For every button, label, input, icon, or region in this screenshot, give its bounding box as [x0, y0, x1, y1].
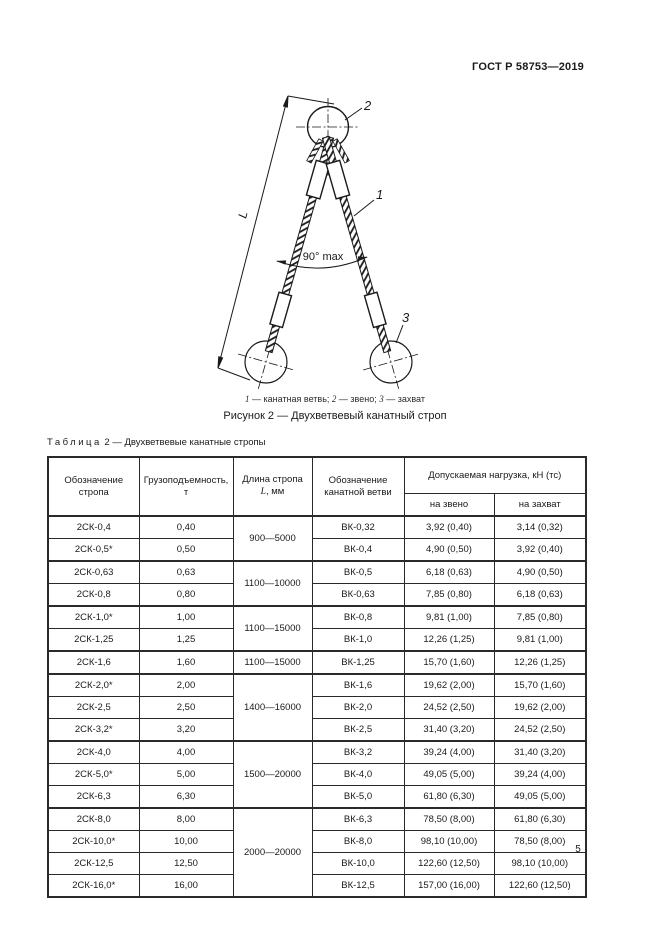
cell-capacity: 0,63: [139, 561, 233, 584]
cell-load-on-grab: 3,14 (0,32): [494, 516, 586, 539]
cell-load-on-grab: 15,70 (1,60): [494, 674, 586, 697]
table-row: [48, 875, 586, 898]
cell-load-on-link: 7,85 (0,80): [404, 584, 494, 607]
cell-load-on-grab: 12,26 (1,25): [494, 651, 586, 674]
cell-sling-designation: 2СК-16,0*: [48, 875, 139, 898]
table-row: [48, 516, 586, 539]
rope-leg-right: [319, 135, 394, 353]
cell-branch-designation: ВК-0,5: [312, 561, 404, 584]
table-row: [48, 853, 586, 875]
cell-load-on-link: 15,70 (1,60): [404, 651, 494, 674]
cell-sling-designation: 2СК-1,6: [48, 651, 139, 674]
cell-branch-designation: ВК-12,5: [312, 875, 404, 898]
cell-sling-length: 1100—15000: [233, 606, 312, 651]
cell-sling-designation: 2СК-10,0*: [48, 831, 139, 853]
table-row: [48, 584, 586, 607]
cell-branch-designation: ВК-4,0: [312, 764, 404, 786]
cell-capacity: 10,00: [139, 831, 233, 853]
table-row: [48, 606, 586, 629]
cell-load-on-link: 49,05 (5,00): [404, 764, 494, 786]
grab-left: [230, 326, 302, 395]
callout-2: [345, 98, 372, 120]
cell-load-on-link: 31,40 (3,20): [404, 719, 494, 742]
cell-sling-designation: 2СК-4,0: [48, 741, 139, 764]
cell-branch-designation: ВК-0,4: [312, 539, 404, 562]
cell-load-on-link: 122,60 (12,50): [404, 853, 494, 875]
cell-load-on-grab: 24,52 (2,50): [494, 719, 586, 742]
cell-load-on-grab: 7,85 (0,80): [494, 606, 586, 629]
cell-sling-length: 2000—20000: [233, 808, 312, 897]
sling-table: [47, 456, 587, 898]
cell-load-on-link: 98,10 (10,00): [404, 831, 494, 853]
cell-sling-length: 1100—10000: [233, 561, 312, 606]
cell-branch-designation: ВК-0,63: [312, 584, 404, 607]
table-row: [48, 539, 586, 562]
callout-1: [354, 187, 383, 216]
cell-load-on-grab: 19,62 (2,00): [494, 697, 586, 719]
table-row: [48, 719, 586, 742]
figure-caption: Рисунок 2 — Двухветвевый канатный строп: [223, 410, 447, 422]
cell-sling-designation: 2СК-12,5: [48, 853, 139, 875]
cell-capacity: 1,60: [139, 651, 233, 674]
figure-legend: 1 — канатная ветвь; 2 — звено; 3 — захват: [245, 394, 425, 404]
angle-label: 90° max: [302, 251, 344, 263]
cell-capacity: 1,25: [139, 629, 233, 652]
cell-capacity: 16,00: [139, 875, 233, 898]
cell-load-on-grab: 31,40 (3,20): [494, 741, 586, 764]
cell-capacity: 8,00: [139, 808, 233, 831]
cell-sling-designation: 2СК-8,0: [48, 808, 139, 831]
header-load-link: на звено: [404, 494, 494, 517]
cell-sling-designation: 2СК-0,4: [48, 516, 139, 539]
cell-capacity: 1,00: [139, 606, 233, 629]
header-capacity: Грузоподъемность, т: [139, 457, 233, 516]
cell-sling-designation: 2СК-1,25: [48, 629, 139, 652]
grab-right: [355, 326, 427, 395]
cell-load-on-link: 19,62 (2,00): [404, 674, 494, 697]
cell-capacity: 5,00: [139, 764, 233, 786]
table-row: [48, 764, 586, 786]
header-length: Длина стропа L, мм: [233, 457, 312, 516]
cell-branch-designation: ВК-8,0: [312, 831, 404, 853]
figure-two-leg-sling: [185, 88, 485, 395]
table-caption: Таблица 2 — Двухветвевые канатные стропы: [47, 437, 266, 448]
cell-load-on-grab: 3,92 (0,40): [494, 539, 586, 562]
page-number: 5: [575, 844, 581, 855]
cell-sling-designation: 2СК-1,0*: [48, 606, 139, 629]
cell-sling-designation: 2СК-0,5*: [48, 539, 139, 562]
cell-load-on-link: 78,50 (8,00): [404, 808, 494, 831]
cell-capacity: 6,30: [139, 786, 233, 809]
table-row: [48, 629, 586, 652]
cell-branch-designation: ВК-2,5: [312, 719, 404, 742]
table-row: [48, 561, 586, 584]
cell-load-on-link: 3,92 (0,40): [404, 516, 494, 539]
header-load: Допускаемая нагрузка, кН (тс): [404, 457, 586, 494]
cell-sling-length: 900—5000: [233, 516, 312, 561]
cell-load-on-link: 39,24 (4,00): [404, 741, 494, 764]
cell-branch-designation: ВК-1,0: [312, 629, 404, 652]
table-row: [48, 741, 586, 764]
cell-load-on-grab: 4,90 (0,50): [494, 561, 586, 584]
length-dimension-label: L: [235, 209, 251, 220]
cell-load-on-grab: 9,81 (1,00): [494, 629, 586, 652]
table-header-row: [48, 457, 586, 494]
cell-load-on-grab: 122,60 (12,50): [494, 875, 586, 898]
cell-branch-designation: ВК-3,2: [312, 741, 404, 764]
table-row: [48, 651, 586, 674]
svg-text:2: 2: [364, 98, 372, 113]
cell-branch-designation: ВК-2,0: [312, 697, 404, 719]
table-row: [48, 808, 586, 831]
cell-branch-designation: ВК-1,6: [312, 674, 404, 697]
cell-capacity: 2,50: [139, 697, 233, 719]
cell-capacity: 0,40: [139, 516, 233, 539]
table-row: [48, 674, 586, 697]
cell-load-on-grab: 6,18 (0,63): [494, 584, 586, 607]
cell-sling-designation: 2СК-0,8: [48, 584, 139, 607]
cell-sling-length: 1400—16000: [233, 674, 312, 741]
cell-branch-designation: ВК-1,25: [312, 651, 404, 674]
header-load-grab: на захват: [494, 494, 586, 517]
cell-capacity: 3,20: [139, 719, 233, 742]
cell-load-on-link: 6,18 (0,63): [404, 561, 494, 584]
cell-branch-designation: ВК-0,32: [312, 516, 404, 539]
cell-sling-length: 1500—20000: [233, 741, 312, 808]
cell-load-on-grab: 98,10 (10,00): [494, 853, 586, 875]
cell-capacity: 2,00: [139, 674, 233, 697]
cell-capacity: 4,00: [139, 741, 233, 764]
cell-branch-designation: ВК-5,0: [312, 786, 404, 809]
cell-sling-designation: 2СК-0,63: [48, 561, 139, 584]
cell-capacity: 0,50: [139, 539, 233, 562]
cell-load-on-link: 157,00 (16,00): [404, 875, 494, 898]
cell-load-on-link: 9,81 (1,00): [404, 606, 494, 629]
svg-text:1: 1: [376, 187, 384, 202]
cell-branch-designation: ВК-6,3: [312, 808, 404, 831]
cell-load-on-grab: 49,05 (5,00): [494, 786, 586, 809]
cell-load-on-grab: 39,24 (4,00): [494, 764, 586, 786]
header-sling: Обозначение стропа: [48, 457, 139, 516]
standard-designation: ГОСТ Р 58753—2019: [472, 61, 584, 73]
cell-sling-length: 1100—15000: [233, 651, 312, 674]
svg-text:3: 3: [402, 310, 410, 325]
cell-sling-designation: 2СК-2,0*: [48, 674, 139, 697]
cell-load-on-grab: 61,80 (6,30): [494, 808, 586, 831]
cell-sling-designation: 2СК-3,2*: [48, 719, 139, 742]
table-row: [48, 786, 586, 809]
table-row: [48, 831, 586, 853]
cell-capacity: 0,80: [139, 584, 233, 607]
callout-3: [396, 310, 410, 343]
cell-load-on-link: 24,52 (2,50): [404, 697, 494, 719]
cell-load-on-link: 61,80 (6,30): [404, 786, 494, 809]
cell-load-on-link: 12,26 (1,25): [404, 629, 494, 652]
cell-sling-designation: 2СК-6,3: [48, 786, 139, 809]
header-branch: Обозначение канатной ветви: [312, 457, 404, 516]
cell-sling-designation: 2СК-5,0*: [48, 764, 139, 786]
cell-capacity: 12,50: [139, 853, 233, 875]
cell-load-on-grab: 78,50 (8,00): [494, 831, 586, 853]
rope-leg-left: [262, 135, 337, 353]
cell-sling-designation: 2СК-2,5: [48, 697, 139, 719]
cell-branch-designation: ВК-0,8: [312, 606, 404, 629]
table-row: [48, 697, 586, 719]
cell-branch-designation: ВК-10,0: [312, 853, 404, 875]
cell-load-on-link: 4,90 (0,50): [404, 539, 494, 562]
